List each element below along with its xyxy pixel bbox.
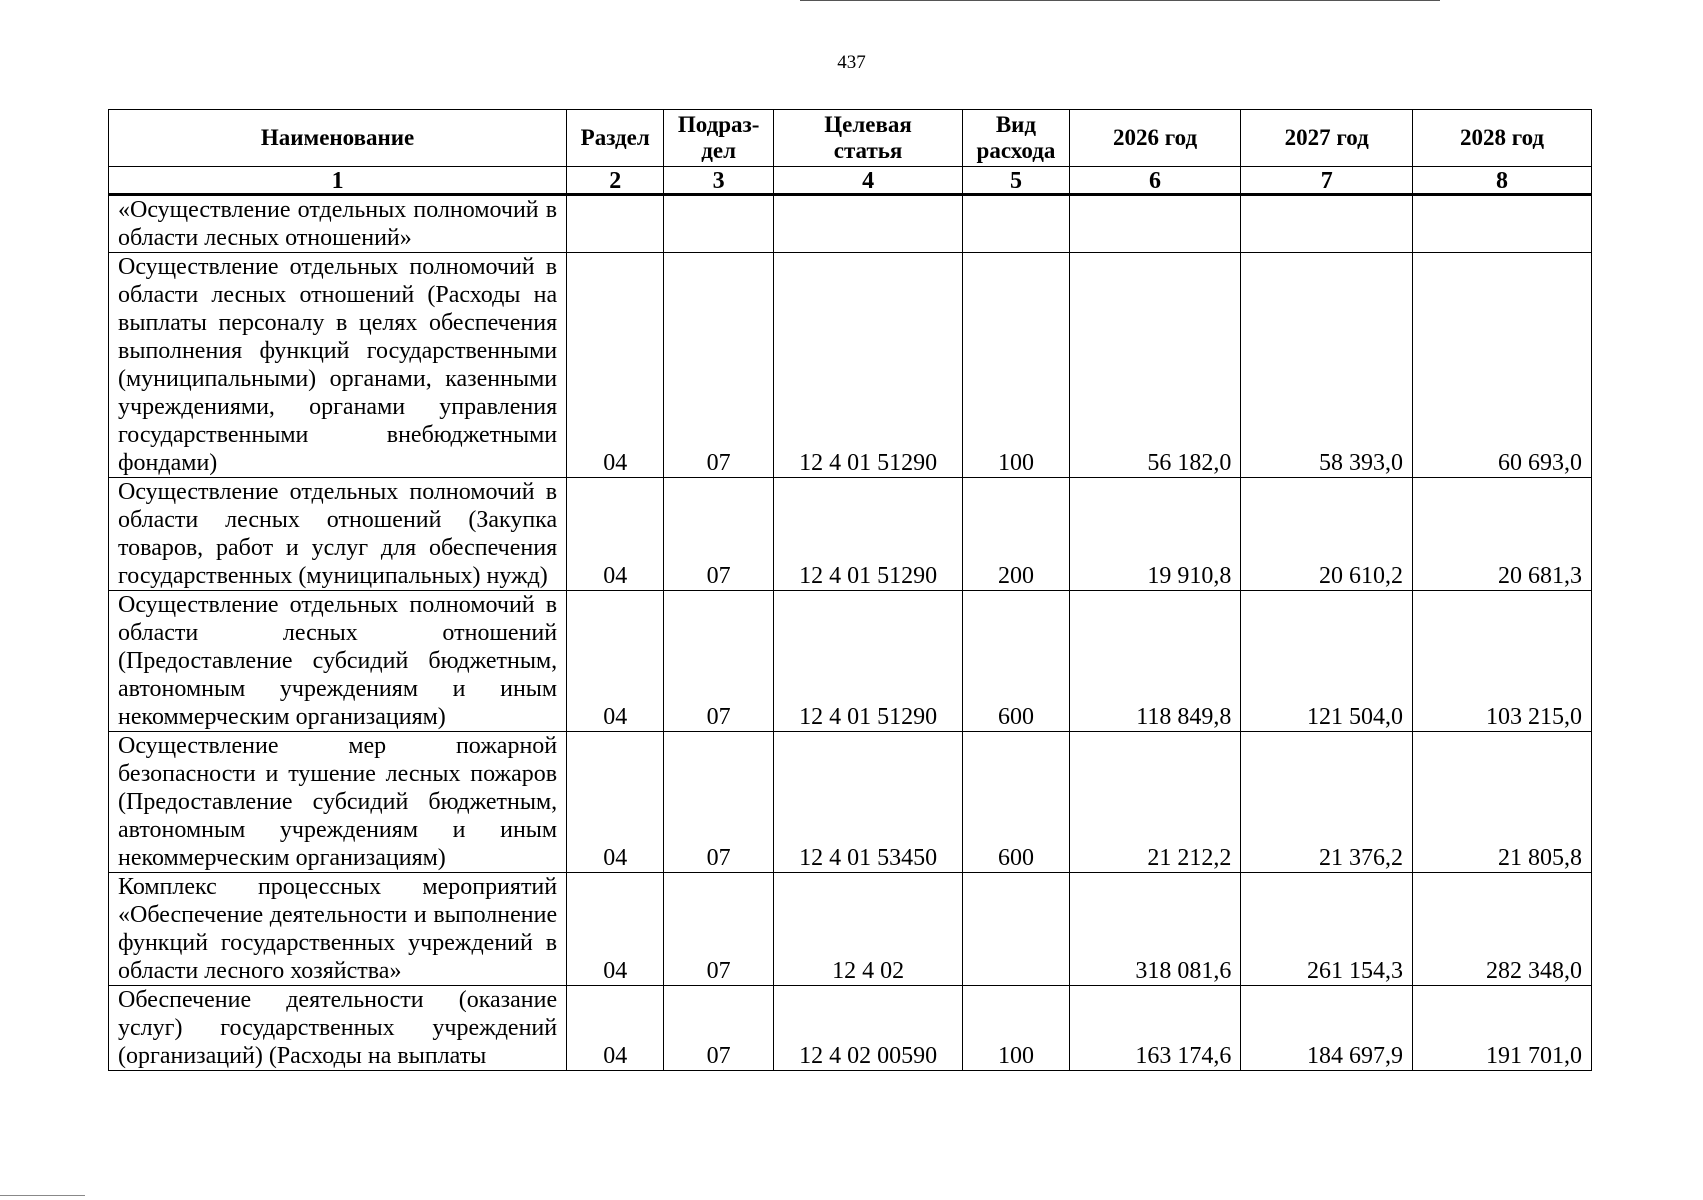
header-name: Наименование bbox=[109, 110, 567, 167]
header-row bbox=[109, 110, 1592, 167]
table-row bbox=[109, 195, 1592, 253]
col-number: 4 bbox=[773, 167, 962, 195]
row-razdel: 04 bbox=[567, 478, 664, 591]
header-2027: 2027 год bbox=[1241, 110, 1413, 167]
header-2026: 2026 год bbox=[1069, 110, 1241, 167]
col-number: 5 bbox=[963, 167, 1070, 195]
row-razdel bbox=[567, 195, 664, 253]
row-2027: 58 393,0 bbox=[1241, 253, 1413, 478]
row-2026: 21 212,2 bbox=[1069, 732, 1241, 873]
page-number: 437 bbox=[837, 52, 866, 73]
row-vid bbox=[963, 873, 1070, 986]
col-number: 8 bbox=[1413, 167, 1592, 195]
header-podrazdel: Подраз- дел bbox=[664, 110, 774, 167]
row-podrazdel: 07 bbox=[664, 986, 774, 1071]
row-statya: 12 4 01 51290 bbox=[773, 591, 962, 732]
row-vid: 100 bbox=[963, 986, 1070, 1071]
header-razdel: Раздел bbox=[567, 110, 664, 167]
row-razdel: 04 bbox=[567, 591, 664, 732]
row-vid: 600 bbox=[963, 732, 1070, 873]
row-razdel: 04 bbox=[567, 732, 664, 873]
header-2028: 2028 год bbox=[1413, 110, 1592, 167]
budget-table bbox=[108, 109, 1592, 1071]
row-2026: 19 910,8 bbox=[1069, 478, 1241, 591]
row-statya bbox=[773, 195, 962, 253]
col-number: 3 bbox=[664, 167, 774, 195]
table-row bbox=[109, 986, 1592, 1071]
row-2027: 184 697,9 bbox=[1241, 986, 1413, 1071]
row-vid bbox=[963, 195, 1070, 253]
top-rule bbox=[800, 0, 1440, 1]
row-podrazdel: 07 bbox=[664, 732, 774, 873]
row-name: Осуществление отдельных полномочий в области лесных отношений (Закупка товаров, работ и услуг для обеспечения государственных (муниципальных) нужд) bbox=[109, 478, 567, 591]
row-podrazdel bbox=[664, 195, 774, 253]
table-row bbox=[109, 873, 1592, 986]
row-name: Осуществление отдельных полномочий в области лесных отношений (Предоставление субсидий бюджетным, автономным учреждениям и иным некоммерческим организациям) bbox=[109, 591, 567, 732]
column-number-row bbox=[109, 167, 1592, 195]
row-vid: 600 bbox=[963, 591, 1070, 732]
row-2027: 20 610,2 bbox=[1241, 478, 1413, 591]
row-2028: 20 681,3 bbox=[1413, 478, 1592, 591]
row-name: Осуществление мер пожарной безопасности и тушение лесных пожаров (Предоставление субсидий бюджетным, автономным учреждениям и иным некоммерческим организациям) bbox=[109, 732, 567, 873]
scan-rule bbox=[0, 1195, 85, 1196]
row-2026: 163 174,6 bbox=[1069, 986, 1241, 1071]
header-statya: Целевая статья bbox=[773, 110, 962, 167]
row-vid: 100 bbox=[963, 253, 1070, 478]
row-2026: 56 182,0 bbox=[1069, 253, 1241, 478]
table-row bbox=[109, 591, 1592, 732]
col-number: 6 bbox=[1069, 167, 1241, 195]
col-number: 7 bbox=[1241, 167, 1413, 195]
row-name: Осуществление отдельных полномочий в области лесных отношений (Расходы на выплаты персоналу в целях обеспечения выполнения функций государственными (муниципальными) органами, казенными учреждениями, органами управления государственными внебюджетными фондами) bbox=[109, 253, 567, 478]
row-2027: 21 376,2 bbox=[1241, 732, 1413, 873]
row-razdel: 04 bbox=[567, 873, 664, 986]
row-statya: 12 4 01 51290 bbox=[773, 253, 962, 478]
row-podrazdel: 07 bbox=[664, 873, 774, 986]
table-row bbox=[109, 732, 1592, 873]
row-podrazdel: 07 bbox=[664, 478, 774, 591]
row-2028: 21 805,8 bbox=[1413, 732, 1592, 873]
table-row bbox=[109, 253, 1592, 478]
row-2027 bbox=[1241, 195, 1413, 253]
row-statya: 12 4 02 00590 bbox=[773, 986, 962, 1071]
row-vid: 200 bbox=[963, 478, 1070, 591]
row-2027: 121 504,0 bbox=[1241, 591, 1413, 732]
row-razdel: 04 bbox=[567, 253, 664, 478]
row-name: Комплекс процессных мероприятий «Обеспечение деятельности и выполнение функций государственных учреждений в области лесного хозяйства» bbox=[109, 873, 567, 986]
row-name: «Осуществление отдельных полномочий в области лесных отношений» bbox=[109, 195, 567, 253]
col-number: 1 bbox=[109, 167, 567, 195]
row-podrazdel: 07 bbox=[664, 253, 774, 478]
table-row bbox=[109, 478, 1592, 591]
row-2028: 60 693,0 bbox=[1413, 253, 1592, 478]
row-razdel: 04 bbox=[567, 986, 664, 1071]
row-statya: 12 4 02 bbox=[773, 873, 962, 986]
row-name: Обеспечение деятельности (оказание услуг) государственных учреждений (организаций) (Расходы на выплаты bbox=[109, 986, 567, 1071]
row-statya: 12 4 01 53450 bbox=[773, 732, 962, 873]
row-podrazdel: 07 bbox=[664, 591, 774, 732]
row-2028 bbox=[1413, 195, 1592, 253]
row-2027: 261 154,3 bbox=[1241, 873, 1413, 986]
row-2028: 282 348,0 bbox=[1413, 873, 1592, 986]
row-statya: 12 4 01 51290 bbox=[773, 478, 962, 591]
row-2028: 191 701,0 bbox=[1413, 986, 1592, 1071]
row-2026: 118 849,8 bbox=[1069, 591, 1241, 732]
header-vid: Вид расхода bbox=[963, 110, 1070, 167]
row-2026: 318 081,6 bbox=[1069, 873, 1241, 986]
row-2026 bbox=[1069, 195, 1241, 253]
row-2028: 103 215,0 bbox=[1413, 591, 1592, 732]
col-number: 2 bbox=[567, 167, 664, 195]
